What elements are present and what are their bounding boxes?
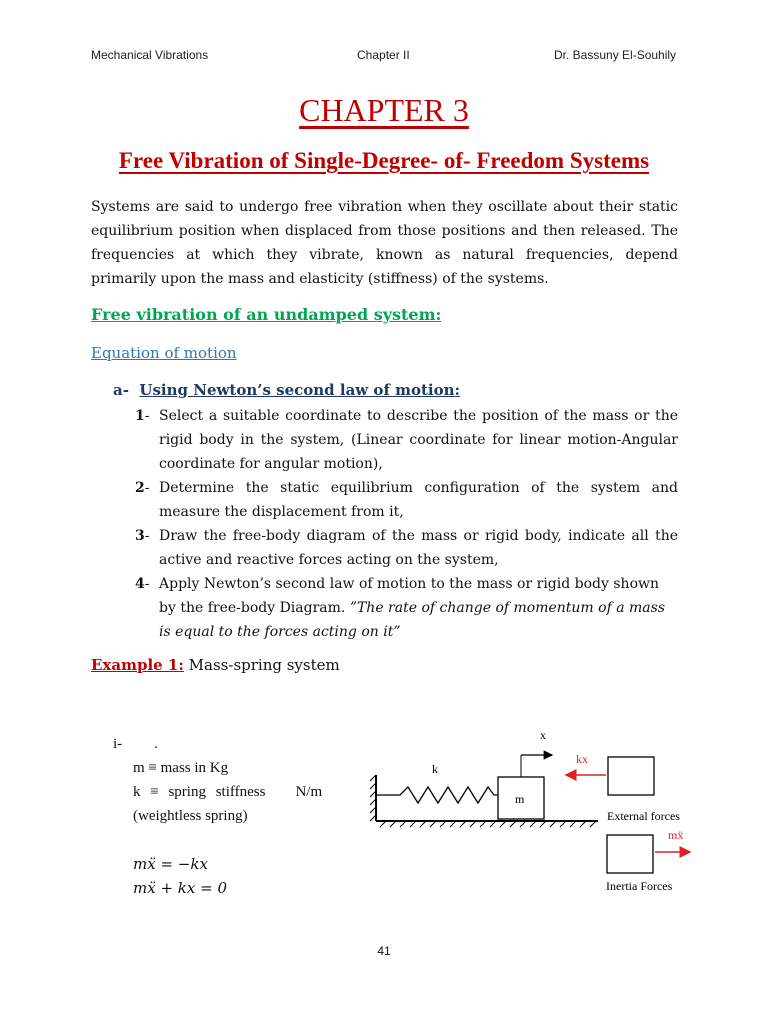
external-fbd-block	[608, 757, 654, 795]
page-number: 41	[377, 944, 391, 958]
spring	[376, 787, 498, 803]
item-text: Select a suitable coordinate to describe the position of the mass or the rigid body in the system, (Linear coordinate for linear motion-Angular coordinate for angular motion),	[159, 408, 678, 472]
def-mass: m ≡ mass in Kg	[133, 760, 229, 776]
floor	[376, 821, 598, 827]
k-label: k	[432, 762, 438, 776]
subsection-heading: Equation of motion	[91, 344, 237, 362]
step-a-prefix: a-	[113, 381, 129, 399]
def-stiffness: k ≡ spring stiffness	[133, 784, 266, 800]
m-label: m	[515, 792, 525, 806]
step-a	[113, 381, 460, 399]
inertia-forces-label: Inertia Forces	[606, 879, 673, 893]
kx-label: kx	[576, 752, 588, 766]
item-text: Apply Newton’s second law of motion to the mass or rigid body shown by the free-body Diagram.	[159, 576, 659, 616]
intro-paragraph: Systems are said to undergo free vibration when they oscillate about their static equilibrium position when displaced from those positions and then released. The frequencies at which they vibrate, known as natural frequencies, depend primarily upon the mass and elasticity (stiffness) of the systems.	[91, 199, 678, 287]
chapter-subtitle: Free Vibration of Single-Degree- of- Freedom Systems	[118, 148, 650, 173]
definitions	[113, 732, 322, 900]
list-item: 4- Apply Newton’s second law of motion to the mass or rigid body shown by the free-body Diagram. ”The rate of change of momentum of a mass is equal to the forces acting on it”	[135, 576, 665, 640]
inertia-fbd-block	[607, 835, 653, 873]
chapter-title: CHAPTER 3	[299, 92, 469, 128]
equation-1: mẍ = −kx	[133, 855, 208, 873]
defs-marker: i-	[113, 736, 123, 752]
header-right: Dr. Bassuny El-Souhily	[554, 48, 677, 62]
item-text: Draw the free-body diagram of the mass or rigid body, indicate all the active and reactive forces acting on the system,	[159, 528, 678, 568]
step-a-text: Using Newton’s second law of motion:	[139, 381, 461, 399]
mass-spring-diagram	[370, 725, 700, 900]
example-label: Example 1:	[91, 656, 184, 674]
example-text: Mass-spring system	[183, 656, 340, 674]
item-number: 1	[135, 408, 145, 424]
def-stiffness-unit: N/m	[295, 784, 323, 800]
mxdd-label: mẍ	[668, 828, 684, 842]
external-forces-label: External forces	[607, 809, 680, 823]
item-number: 2	[135, 480, 145, 496]
item-text: Determine the static equilibrium configuration of the system and measure the displacement from it,	[159, 480, 678, 520]
list-item: 1- Select a suitable coordinate to describe the position of the mass or the rigid body in the system, (Linear coordinate for linear motion-Angular coordinate for angular motion),	[135, 404, 678, 476]
list-item: 3- Draw the free-body diagram of the mass or rigid body, indicate all the active and reactive forces acting on the system,	[135, 524, 678, 572]
example-heading	[91, 656, 340, 674]
defs-dot: .	[154, 736, 158, 752]
item-number: 4	[135, 576, 145, 592]
header-left: Mechanical Vibrations	[91, 48, 209, 62]
header-center: Chapter II	[357, 48, 410, 62]
item-number: 3	[135, 528, 145, 544]
section-heading: Free vibration of an undamped system:	[91, 305, 442, 324]
item-quote: ”The rate of change of momentum of a mass is equal to the forces acting on it”	[159, 600, 665, 640]
list-item: 2- Determine the static equilibrium configuration of the system and measure the displacement from it,	[135, 476, 678, 524]
def-weightless: (weightless spring)	[133, 808, 248, 824]
x-label: x	[540, 728, 546, 742]
equation-2: mẍ + kx = 0	[133, 879, 227, 897]
wall	[370, 775, 376, 821]
